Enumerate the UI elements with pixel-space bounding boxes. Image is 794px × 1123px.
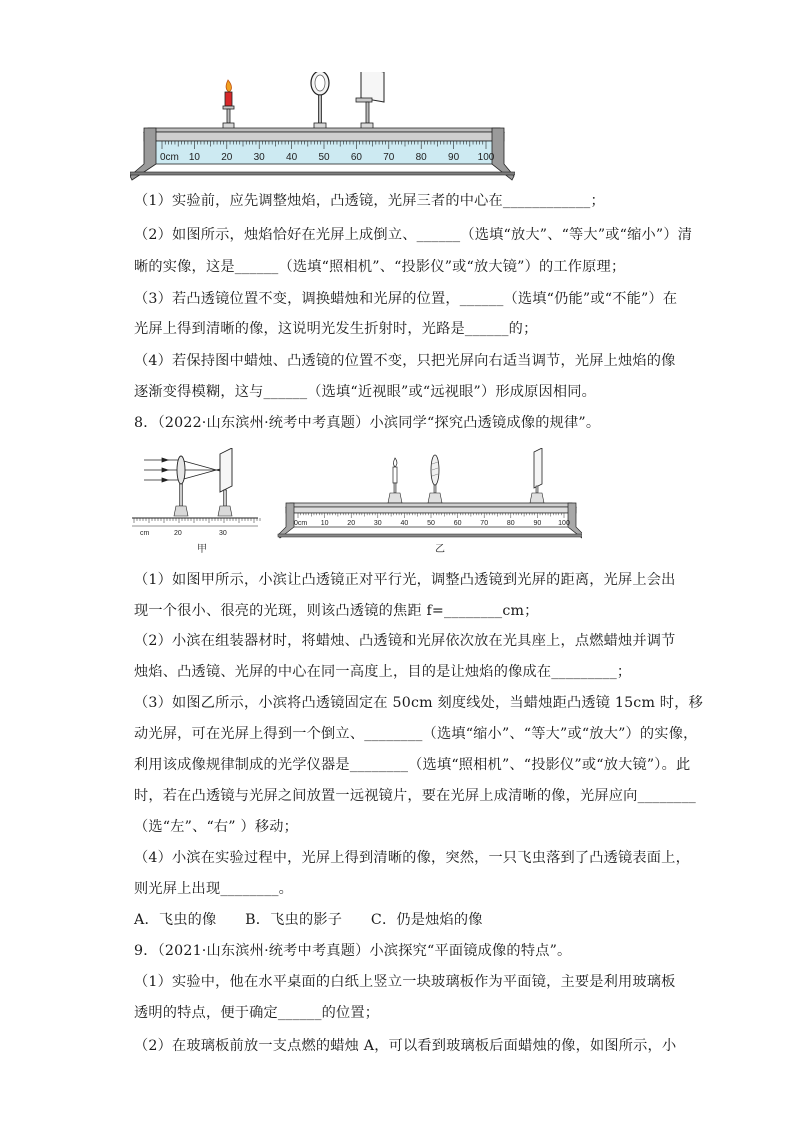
yi-scale-label: 10 (320, 520, 329, 527)
lens-experiment-figure-2 (132, 448, 582, 558)
q8-sub1-line2: 现一个很小、很亮的光斑，则该凸透镜的焦距 f=________cm； (134, 603, 539, 619)
q7-sub2-line2: 晰的实像，这是______（选填“照相机”、“投影仪”或“放大镜”）的工作原理； (134, 259, 626, 275)
q9-sub1-line1: （1）实验中，他在水平桌面的白纸上竖立一块玻璃板作为平面镜，主要是利用玻璃板 (134, 974, 676, 990)
q8-sub1-line1: （1）如图甲所示，小滨让凸透镜正对平行光，调整凸透镜到光屏的距离，光屏上会出 (134, 572, 676, 588)
yi-scale-label: 70 (480, 520, 489, 527)
scale-label: 50 (318, 152, 330, 163)
light-screen-jia (220, 448, 232, 492)
q8-sub4-line2: 则光屏上出现________。 (134, 881, 294, 897)
figure-yi-caption: 乙 (435, 544, 445, 555)
optical-bench-figure-1 (130, 72, 515, 184)
q8-sub3-line5: （选“左”、“右” ）移动； (134, 819, 299, 835)
jia-scale-label-20: 20 (174, 530, 182, 537)
q8-sub3-line1: （3）如图乙所示，小滨将凸透镜固定在 50cm 刻度线处，当蜡烛距凸透镜 15cm 时，移 (134, 695, 703, 711)
jia-scale-label-cm: cm (140, 530, 150, 537)
scale-label: 10 (188, 152, 200, 163)
convex-lens (311, 72, 329, 135)
scale-label: 20 (221, 152, 233, 163)
candle (223, 80, 234, 135)
q9-title: 9．（2021·山东滨州·统考中考真题）小滨探究“平面镜成像的特点”。 (134, 943, 572, 959)
jia-scale-label-30: 30 (219, 530, 227, 537)
q7-sub3-line1: （3）若凸透镜位置不变，调换蜡烛和光屏的位置，______（选填“仍能”或“不能”）在 (134, 291, 678, 307)
q7-sub1: （1）实验前，应先调整烛焰，凸透镜，光屏三者的中心在____________； (134, 193, 605, 209)
yi-scale-label: 90 (533, 520, 542, 527)
q8-sub3-line3: 利用该成像规律制成的光学仪器是________（选填“照相机”、“投影仪”或“放大镜”）。此 (134, 757, 691, 773)
yi-scale-label: 100 (558, 520, 570, 527)
q7-sub4-line2: 逐渐变得模糊，这与______（选填“近视眼”或“远视眼”）形成原因相同。 (134, 384, 597, 400)
scale-label: 60 (350, 152, 362, 163)
figure-jia-caption: 甲 (197, 544, 207, 555)
light-screen-yi (530, 448, 544, 503)
q8-title: 8．（2022·山东滨州·统考中考真题）小滨同学“探究凸透镜成像的规律”。 (134, 415, 601, 431)
candle-yi (388, 458, 402, 503)
jia-scale-ticks (134, 518, 260, 523)
yi-scale-label: 80 (506, 520, 515, 527)
q8-sub4-line1: （4）小滨在实验过程中，光屏上得到清晰的像，突然，一只飞虫落到了凸透镜表面上， (134, 850, 690, 866)
scale-label: 0cm (160, 152, 179, 163)
light-screen (356, 72, 384, 135)
convex-lens-yi (428, 455, 442, 503)
scale-label: 80 (415, 152, 427, 163)
q7-sub4-line1: （4）若保持图中蜡烛、凸透镜的位置不变，只把光屏向右适当调节，光屏上烛焰的像 (134, 353, 676, 369)
scale-label: 30 (253, 152, 265, 163)
scale-label: 70 (383, 152, 395, 163)
q7-sub2-line1: （2）如图所示，烛焰恰好在光屏上成倒立、______（选填“放大”、“等大”或“缩小”）清 (134, 227, 693, 243)
yi-scale-label: 0cm (294, 520, 308, 527)
q8-sub2-line1: （2）小滨在组装器材时，将蜡烛、凸透镜和光屏依次放在光具座上，点燃蜡烛并调节 (134, 633, 676, 649)
figure-jia (132, 448, 260, 555)
convex-lens-jia (177, 456, 185, 484)
q9-sub2-line1: （2）在玻璃板前放一支点燃的蜡烛 A，可以看到玻璃板后面蜡烛的像，如图所示，小 (134, 1038, 677, 1054)
q7-sub3-line2: 光屏上得到清晰的像，这说明光发生折射时，光路是______的； (134, 321, 538, 337)
yi-scale-label: 60 (453, 520, 462, 527)
q8-sub2-line2: 烛焰、凸透镜、光屏的中心在同一高度上，目的是让烛焰的像成在_________； (134, 664, 632, 680)
q9-sub1-line2: 透明的特点，便于确定______的位置； (134, 1005, 380, 1021)
yi-scale-label: 40 (400, 520, 409, 527)
figure-yi (278, 448, 582, 555)
scale-label: 100 (477, 152, 495, 163)
scale-label: 40 (286, 152, 298, 163)
q8-sub4-options: A．飞虫的像 B．飞虫的影子 C．仍是烛焰的像 (134, 912, 483, 928)
yi-scale-label: 30 (373, 520, 382, 527)
yi-scale-label: 50 (427, 520, 435, 527)
yi-scale-label: 20 (347, 520, 356, 527)
q8-sub3-line4: 时，若在凸透镜与光屏之间放置一远视镜片，要在光屏上成清晰的像，光屏应向________ (134, 788, 696, 804)
q8-sub3-line2: 动光屏，可在光屏上得到一个倒立、________（选填“缩小”、“等大”或“放大”）的实像， (134, 726, 698, 742)
scale-label: 90 (448, 152, 460, 163)
